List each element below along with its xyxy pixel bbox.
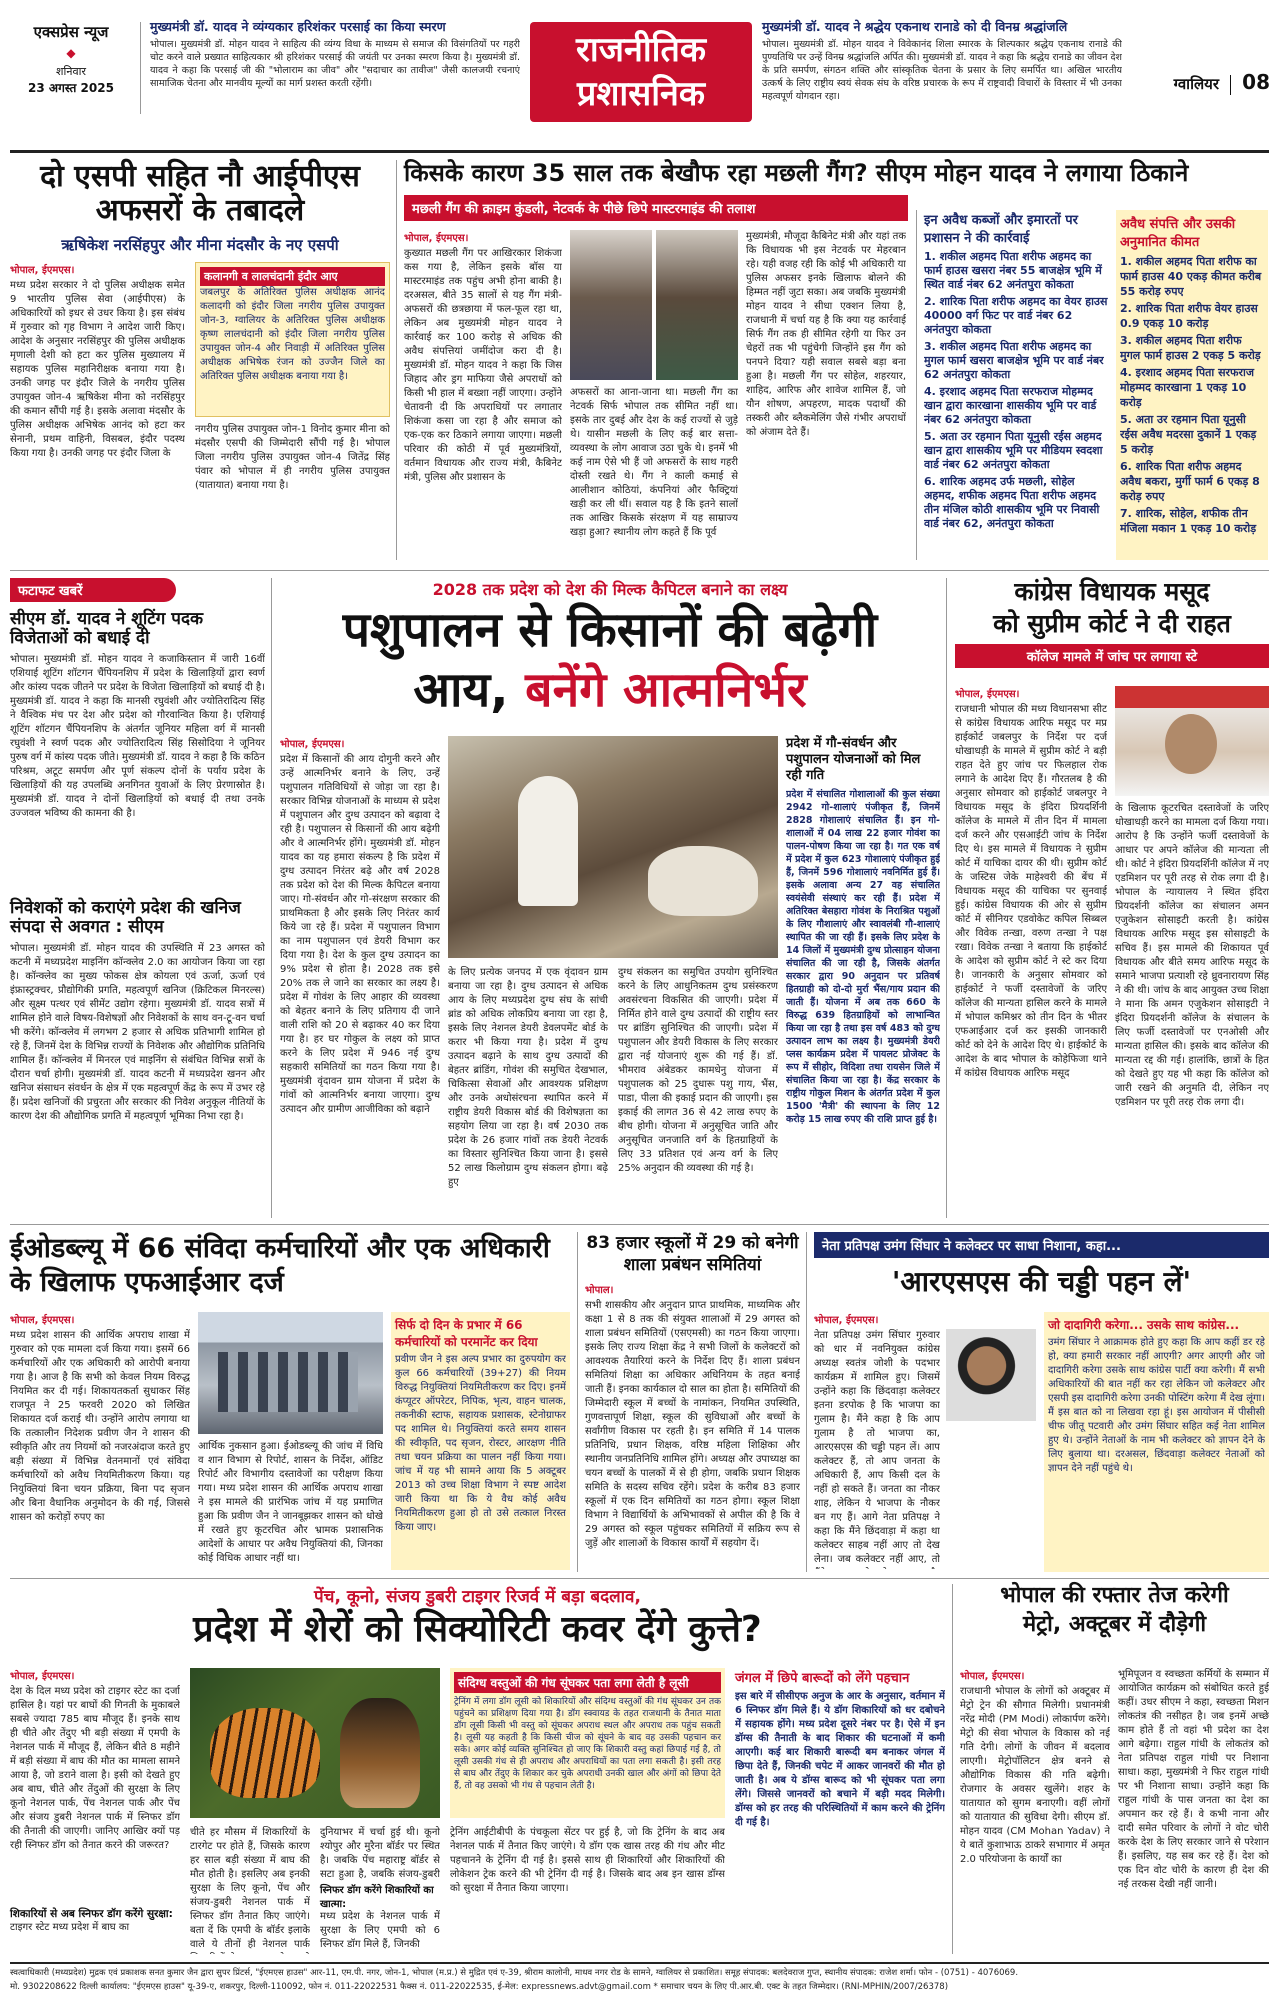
ips-subhead: ऋषिकेश नरसिंहपुर और मीना मंदसौर के नए एसपी [61,236,339,255]
fatafat-item1-text: भोपाल। मुख्यमंत्री डॉ. मोहन यादव ने कजाकिस्तान में जारी 16वीं एशियाई शूटिंग शॉटगन चैंपियनशिप में प्रदेश के खिलाड़ियों द्वारा स्वर्ण और कांस्य पदक जीतने पर प्रदेश के विजेता खिलाड़ियों को बधाई दी है। मुख्यमंत्री डॉ. यादव ने कहा कि मानसी रघुवंशी और ज्योतिरादित्य सिंह ने वैश्विक मंच पर देश और प्रदेश को गौरवान्वित किया है। एशियाई शूटिंग शॉटगन चैंपियनशिप के अंतर्गत जूनियर महिला वर्ग में मानसी रघुवंशी ने स्वर्ण पदक और ज्योतिरादित्य सिंह सिसोदिया ने जूनियर पुरुष वर्ग में कांस्य पदक जीते। मुख्यमंत्री डॉ. यादव ने कहा है कि कठिन परिश्रम, अटूट समर्पण और पूर्ण संकल्प दोनों के पर्याय प्रदेश के खिलाड़ियों की यह उपलब्धि अनगिनत युवाओं के लिए प्रेरणास्रोत है। मुख्यमंत्री डॉ. यादव ने दोनों खिलाड़ियों को बधाई दी तथा उनके उज्जवल भविष्य की कामना की है। [10,654,265,820]
tigers-col1-sub: शिकारियों से अब स्निफर डॉग करेंगे सुरक्षा: [10,1908,173,1920]
ips-box-text: जबलपुर के अतिरिक्त पुलिस अधीक्षक आनंद कलादगी को इंदौर जिला नगरीय पुलिस उपायुक्त जोन-3, ग्वालियर के अतिरिक्त पुलिस अधीक्षक कृष्ण लालचंदानी को इंदौर जिला नगरीय पुलिस उपायुक्त जोन-4 और निवाड़ी में अतिरिक्त पुलिस अधीक्षक अभिषेक रंजन को उज्जैन जिले का अतिरिक्त पुलिस अधीक्षक बनाया गया है। [200,286,385,382]
tigers-side-text: इस बारे में सीसीएफ अनुज के आर के अनुसार, वर्तमान में 6 स्निफर डॉग मिले हैं। ये डॉग शिकारियों को धर दबोचने में सहायक होंगे। मध्य प्रदेश दूसरे नंबर पर है। ऐसे में इन डॉग्स की तैनाती के बाद शिकार की घटनाओं में कमी आएगी। कई बार शिकारी बारूदी बम बनाकर जंगल में छिपा देते हैं, जिनकी चपेट में आकर जानवरों की मौत हो जाती है। अब ये डॉग्स बारूद को भी सूंघकर पता लगा लेंगे। जिससे जानवरों को बचाने में बड़ी मदद मिलेगी। डॉग्स को हर तरह की परिस्थितियों में काम करने की ट्रेनिंग दी गई है। [735,1691,945,1828]
accused-photo-2 [656,230,738,380]
footer-line-1: स्वत्वाधिकारी (मध्यप्रदेश) मुद्रक एवं प्रकाशक सनत कुमार जैन द्वारा सुपर प्रिंटर्स, "ईएमएस हाउस" आर-11, एम.पी. नगर, जोन-1, भोपाल (म.प्र.) से मुद्रित एवं ए-39, श्रीराम कालोनी, माधव नगर रोड के सामने, ग्वालियर से प्रकाशित। समूह संपादक: बलदेवराज गुप्त, स्थानीय संपादक: राजेश शर्मा। फोन - (0751) - 4076069. [10,1968,1019,1978]
metro-col2: भूमिपूजन व स्वच्छता कर्मियों के सम्मान में आयोजित कार्यक्रम को संबोधित करते हुई कहीं। उधर सीएम ने कहा, स्वच्छता मिशन लोकतंत्र की नसीहत है। जब इनमें अच्छे काम होते हैं तो वहां भी प्रदेश का देश आगे बढ़ेगा। राहुल गांधी के लोकतंत्र को नेता प्रतिपक्ष राहुल गांधी पर निशाना साधा। कहा, मुख्यमंत्री ने फिर राहुल गांधी पर भी निशाना साधा। उन्होंने कहा कि राहुल गांधी के पास जनता का देश का अपमान कर रहे हैं। वे कभी नाना और दादी समेत परिवार के लोगों ने वोट चोरी करके देश के लिए सरकार जाने से परेशान हैं। इसलिए, यह सब कर रहे हैं। देश को एक दिन वोट चोरी के कारण ही देश की नई तरकस देखी नहीं जानी। [1118,1669,1269,1890]
masood-photo-face [1165,714,1217,774]
fatafat-item2-title: निवेशकों को कराएंगे प्रदेश की खनिज संपदा से अवगत : सीएम [10,898,241,938]
fatafat-label: फटाफट खबरें [10,578,176,602]
brief-right [762,18,1122,118]
eow-col1: मध्य प्रदेश शासन की आर्थिक अपराध शाखा में गुरुवार को एक मामला दर्ज किया गया। इसमें 66 कर्मचारियों और एक अधिकारी को आरोपी बनाया गया है। आज है कि सभी को केवल नियम विरुद्ध नियमित कर दी गई। शिकायतकर्ता सुधाकर सिंह राजपूत ने 25 फरवरी 2020 को लिखित शिकायत दर्ज कराई थी। उन्होंने आरोप लगाया था कि तत्कालीन निदेशक प्रवीण जैन ने शासन की स्वीकृति और तय नियमों को नजरअंदाज करते हुए बड़ी संख्या में विभिन्न वेतनमानों एवं संविदा कर्मचारियों को अवैध नियमितीकरण किया। यह नियुक्तियां बिना चयन प्रक्रिया, बिना पद सृजन और बिना वैधानिक अनुमोदन के की गई, जिससे शासन को करोड़ों रुपए का [10,1330,190,1523]
dairy-col3: दुग्ध संकलन का समुचित उपयोग सुनिश्चित करने के लिए आधुनिकतम दुग्ध प्रसंस्करण अवसंरचना विकसित की जाएगी। प्रदेश में निर्मित होने वाले दुग्ध उत्पादों की राष्ट्रीय स्तर पर ब्रांडिंग सुनिश्चित की जाएगी। प्रदेश में पशुपालन और डेयरी विकास के लिए सरकार द्वारा नई योजनाएं शुरू की गई हैं। डॉ. भीमराव अंबेडकर कामधेनु योजना में पशुपालक को 25 दुधारू पशु गाय, भैंस, पाडा, पीला की इकाई प्रदान की जाएगी। इस इकाई की लागत 36 से 42 लाख रुपए के बीच होगी। योजना में अनुसूचित जाति और अनुसूचित जनजाति वर्ग के हितग्राहियों के लिए 33 प्रतिशत एवं अन्य वर्ग के लिए 25% अनुदान की व्यवस्था की गई है। [618,967,778,1174]
tigers-col1-tail: टाइगर स्टेट मध्य प्रदेश में बाघ का [10,1922,130,1933]
dairy-dateline: भोपाल, ईएमएस। [280,739,345,750]
list-item: 6. शारिक अहमद उर्फ मछली, सोहेल अहमद, शफीक अहमद पिता शरीफ अहमद तीन मंजिल कोठी शासकीय भूमि पर निवासी वार्ड नंबर 62, अनंतपुरा कोकता [924,475,1100,530]
dairy-story [280,578,940,1218]
section-line1: राजनीतिक [576,30,706,70]
gang-col2: अफसरों का आना-जाना था। मछली गैंग का नेटवर्क सिर्फ भोपाल तक सीमित नहीं था। इसके तार दुबई और देश के कई राज्यों से जुड़े थे। यासीन मछली के लिए कई बार सत्ता-व्यवस्था के लोग आवाज उठा चुके थे। इनमें भी कई नाम ऐसे भी हैं जो अफसरों के साथ गहरी दोस्ती रखते थे। गैंग ने काली कमाई से आलीशान कोठियां, कंपनियां और फैक्ट्रियां खड़ी कर ली थीं। सवाल यह है कि इतने सालों तक आखिर किसके संरक्षण में यह साम्राज्य खड़ा हुआ? स्थानीय लोग कहते हैं कि पूर्व [570,387,738,538]
masood-body-2: के खिलाफ कूटरचित दस्तावेजों के जरिए धोखाधड़ी करने का मामला दर्ज किया गया। आरोप है कि उन्होंने फर्जी दस्तावेजों के आधार पर अपने कॉलेज की मान्यता ली थी। कोर्ट ने इंदिरा प्रियदर्शिनी कॉलेज में नए एडमिशन पर पूरी तरह से रोक लगा दी है। भोपाल के न्यायालय ने स्थित इंदिरा प्रियदर्शनी कॉलेज का संचालन अमन एजुकेशन सोसाइटी करती है। कांग्रेस विधायक आरिफ मसूद इस सोसाइटी के सचिव हैं। इस मामले की शिकायत पूर्व विधायक और बीते समय आरिफ मसूद के समाने भाजपा प्रत्याशी रहे ध्रुवनारायण सिंह ने की थी। जांच के बाद आयुक्त उच्च शिक्षा ने माना कि अमन एजुकेशन सोसाइटी ने इंदिरा प्रियदर्शनी कॉलेज के संचालन के लिए फर्जी दस्तावेजों पर एनओसी और मान्यता हासिल की। इसके बाद कॉलेज की मान्यता रद्द की गई। हालांकि, छात्रों के हित को देखते हुए यह भी कहा कि कॉलेज को जारी रखने की अनुमति दी, लेकिन नए एडमिशन पर पूरी तरह रोक लगा दी। [1115,803,1269,1108]
singhar-photo [946,1329,1036,1421]
tigers-box-title: संदिग्ध वस्तुओं की गंध सूंघकर पता लगा लेती है लूसी [454,1672,721,1693]
brand-ornament-icon: ◆ [66,46,76,60]
fatafat-item2-text: भोपाल। मुख्यमंत्री डॉ. मोहन यादव की उपस्थिति में 23 अगस्त को कटनी में मध्यप्रदेश माइनिंग कॉन्क्लेव 2.0 का आयोजन किया जा रहा है। कॉन्क्लेव का मुख्य फोकस क्षेत्र कोयला एवं ऊर्जा, ऊर्जा एवं इंफ्रास्ट्रक्चर, प्रौद्योगिकी प्रगति, महत्वपूर्ण खनिज (क्रिटिकल मिनरल्स) और सूक्ष्म पत्थर एवं सीमेंट उद्योग रहेगा। मुख्यमंत्री डॉ. यादव सत्रों में शामिल होने वाले विषय-विशेषज्ञों और निवेशकों के साथ वन-टू-वन चर्चा भी करेंगे। कॉन्क्लेव में लगभग 2 हजार से अधिक प्रतिभागी शामिल हो रहे हैं, जिनमें देश के विभिन्न राज्यों के निवेशक और औद्योगिक प्रतिनिधि शामिल हैं। कॉन्क्लेव में मिनरल एवं माइनिंग से संबंधित विभिन्न सत्रों के दौरान चर्चा होगी। मुख्यमंत्री डॉ. यादव कटनी में मध्यप्रदेश खनन और खनिज संसाधन संवर्धन के क्षेत्र में एक महत्वपूर्ण केंद्र के रूप में उभर रहे हैं। प्रदेश खनिजों की प्रचुरता और सरकार की निवेश अनुकूल नीतियों के कारण देश की औद्योगिक प्रगति में महत्वपूर्ण भूमिका निभा रहा है। [10,943,265,1123]
divider [952,1584,953,1954]
list-item: 5. अता उर रहमान पिता यूनुसी रईस अवैध मदरसा दुकानें 1 एकड़ 5 करोड़ [1120,413,1257,456]
list-item: 7. शारिक, सोहेल, शफीक तीन मंजिला मकान 1 एकड़ 10 करोड़ [1120,507,1257,535]
footer-line-2: मो. 9302208622 दिल्ली कार्यालय: "ईएमएस हाउस" यू-39-ए, शकरपुर, दिल्ली-110092, फोन नं. 011-22022531 फैक्स नं. 011-22022535, ई-मेल: expressnews.advt@gmail.com * समाचार चयन के लिए पी.आर.बी. एक्ट के तहत जिम्मेदार। (RNI-MPHIN/2007/26378) [10,1982,949,1992]
eow-box-text: प्रवीण जैन ने इस अल्प प्रभार का दुरुपयोग कर कुल 66 कर्मचारियों (39+27) की नियम विरुद्ध नियुक्तियां नियमितीकरण कर दिए। इनमें कंप्यूटर ऑपरेटर, निपिक, भृत्य, वाहन चालक, तकनीकी स्टाफ, सहायक प्रशासक, स्टेनोग्राफर पद शामिल थे। नियुक्तियां करते समय शासन की स्वीकृति, पद सृजन, रोस्टर, आरक्षण नीति तथा चयन प्रक्रिया का पालन नहीं किया गया। जांच में यह भी सामने आया कि 5 अक्टूबर 2013 को उच्च शिक्षा विभाग ने स्पष्ट आदेश जारी किया था कि ये वैध कोई अवैध नियमितीकरण हुआ हो तो उसे तत्काल निरस्त किया जाए। [395,1354,566,1533]
tigers-headline: प्रदेश में शेरों को सिक्योरिटी कवर देंगे कुत्ते? [193,1609,762,1650]
dairy-headline-2b: बनेंगे आत्मनिर्भर [525,662,807,718]
schools-headline: 83 हजार स्कूलों में 29 को बनेगी शाला प्रबंधन समितियां [586,1233,799,1275]
tigers-col4: ट्रेनिंग आईटीबीपी के पंचकूला सेंटर पर हुई है, जो कि ट्रेनिंग के बाद अब नेशनल पार्क में तैनात किए जाएंगे। ये डॉग एक खास तरह की गंध और मीट पहचानने के ट्रेनिंग दी गई है। इससे साथ ही शिकारियों और शिकारियों की लोकेशन ट्रेक करने की भी ट्रेनिंग दी गई है। जिसके बाद अब इन खास डॉग्स को सुरक्षा में तैनात किया जाएगा। [450,1827,725,1894]
masood-photo [1115,686,1269,796]
tigers-col3-tail: मध्य प्रदेश के नेशनल पार्क में सुरक्षा के लिए एमपी को 6 स्निफर डॉग मिले हैं, जिनकी [320,1911,440,1950]
masood-subhead: कॉलेज मामले में जांच पर लगाया स्टे [955,644,1269,668]
gang-left [404,230,908,560]
ips-body-2: नगरीय पुलिस उपायुक्त जोन-1 विनोद कुमार मीना को मंदसौर एसपी की जिम्मेदारी सौंपी गई है। भोपाल जिला नगरीय पुलिस उपायुक्त जोन-4 जितेंद्र सिंह पंवार को भोपाल में ही नगरीय पुलिस उपायुक्त (यातायात) बनाया गया है। [195,423,390,491]
dairy-headline-2 [280,660,940,720]
tigers-kicker: पेंच, कूनो, संजय डुबरी टाइगर रिजर्व में बड़ा बदलाव, [314,1587,641,1607]
dairy-kicker: 2028 तक प्रदेश को देश की मिल्क कैपिटल बनाने का लक्ष्य [432,580,788,599]
city-name: ग्वालियर [1173,75,1219,93]
ips-headline: दो एसपी सहित नौ आईपीएस अफसरों के तबादले [40,159,360,228]
divider [396,160,397,560]
tigers-dateline: भोपाल, ईएमएस। [10,1671,75,1682]
masood-headline-1: कांग्रेस विधायक मसूद [1014,577,1210,606]
brief-right-title: मुख्यमंत्री डॉ. यादव ने श्रद्धेय एकनाथ रानाडे को दी विनम्र श्रद्धांजलि [762,19,1068,34]
dairy-side-text: प्रदेश में संचालित गोशालाओं की कुल संख्या 2942 गो-शालाएं पंजीकृत हैं, जिनमें 2828 गोशालाएं संचालित हैं। इन गो-शालाओं में 04 लाख 22 हजार गोवंश का पालन-पोषण किया जा रहा है। गत एक वर्ष में प्रदेश में कुल 623 गोशालाएं पंजीकृत हुई हैं, जिनमें 596 गोशालाएं नवनिर्मित हुई हैं। इसके अलावा अन्य 27 वह संचालित स्वयंसेवी संस्थाएं कर रही हैं। प्रदेश में अतिरिक्त बेसहारा गोवंश के निराश्रित पशुओं के लिए गौशालाएं और स्वावलंबी गौ-शालाएं स्थापित की जा रही हैं। इसके लिए प्रदेश के 14 जिलों में मुख्यमंत्री दुग्ध प्रोत्साहन योजना संचालित की जा रही है, जिसके अंतर्गत सरकार द्वारा 90 अनुदान पर प्रतिवर्ष हितग्राही को दो-दो मुर्रा भैंस/गाय प्रदान की जाती हैं। योजना में अब तक 660 के विरुद्ध 639 हितग्राहियों को लाभान्वित किया जा रहा है तथा इस वर्ष 483 को दुग्ध उत्पादन लाभ का लक्ष्य है। मुख्यमंत्री डेयरी प्लस कार्यक्रम प्रदेश में पायलट प्रोजेक्ट के रूप में सीहोर, विदिशा तथा रायसेन जिले में संचालित किया जा रहा है। केंद्र सरकार के राष्ट्रीय गोकुल मिशन के अंतर्गत प्रदेश में कुल 1500 'मैत्री' की स्थापना के लिए 12 करोड़ 15 लाख रुपए की राशि प्राप्त हुई है। [786,789,940,1125]
list-item: 2. शारिक पिता शरीफ वेयर हाउस 0.9 एकड़ 10 करोड़ [1120,302,1258,330]
masthead [0,0,1279,150]
eow-box [391,1312,570,1570]
gang-dateline: भोपाल, ईएमएस। [404,233,469,244]
eow-box-title: सिर्फ दो दिन के प्रभार में 66 कर्मचारियों को परमानेंट कर दिया [395,1318,538,1349]
divider [577,1232,578,1572]
gang-photos [570,230,738,380]
fatafat-item1-title: सीएम डॉ. यादव ने शूटिंग पदक विजेताओं को बधाई दी [10,609,204,649]
singhar-box-title: जो दादागिरी करेगा... उसके साथ कांग्रेस... [1048,1318,1240,1332]
schools-dateline: भोपाल। [585,1285,614,1296]
singhar-box-text: उमंग सिंघार ने आक्रामक होते हुए कहा कि आप कहीं डर रहे हो, क्या हमारी सरकार नहीं आएगी? अगर आएगी और जो दादागिरी करेगा उसके साथ कांग्रेस पार्टी क्या करेगी। मैं सभी अधिकारियों की बात नहीं कर रहा लेकिन जो कलेक्टर और एसपी इस दादागिरी करेगा उनकी पोस्टिंग करेगा मैं देख लूंगा। मैं इस बात को ना लिखवा रहा हूं। इस आयोजन में पीसीसी चीफ जीतू पटवारी और उमंग सिंघार सहित कई नेता शामिल हुए थे। उन्होंने नेताओं के नाम भी कलेक्टर को ज्ञापन देने के लिए बुलाया था। दरअसल, छिंदवाड़ा कलेक्टर नेताओं को ज्ञापन देने नहीं पहुंचे थे। [1048,1337,1265,1474]
eow-story [10,1232,570,1572]
dairy-col1-wrap [280,736,440,1216]
schools-story [585,1232,800,1572]
metro-col1: राजधानी भोपाल के लोगों को अक्टूबर में मेट्रो ट्रेन की सौगात मिलेगी। प्रधानमंत्री नरेंद्र मोदी (PM Modi) लोकार्पण करेंगे। मेट्रो की सेवा भोपाल के विकास को नई गति देगी। लोगों के जीवन में बदलाव लाएगी। मेट्रोपॉलिटन क्षेत्र बनने से औद्योगिक विकास की गति बढ़ेगी। रोजगार के अवसर खुलेंगे। शहर के यातायात को सुगम बनाएगी। वहीं लोगों को यातायात की सुविधा देगी। सीएम डॉ. मोहन यादव (CM Mohan Yadav) ने ये बातें कुशाभाऊ ठाकरे सभागार में अमृत 2.0 परियोजना के कार्यों का [960,1686,1110,1865]
eow-dateline: भोपाल, ईएमएस। [10,1315,75,1326]
metro-dateline: भोपाल, ईएमएस। [960,1671,1025,1682]
tigers-box-text: ट्रेनिंग में लगा डॉग लूसी को शिकारियों और संदिग्ध वस्तुओं की गंध सूंघकर उन तक पहुंचने का प्रशिक्षण दिया गया है। डॉग स्क्वायड के तहत राजधानी के तैनात माता डॉग लूसी किसी भी वस्तु को सूंघकर अपराध स्थल और अपराध तक पहुंच सकती है। लूसी यह कहती है कि किसी चीज को सूंघने के बाद वह उसकी पहचान कर सके। अगर कोई व्यक्ति सुनिश्चित हो जाए कि शिकारी वस्तु कहां छिपाई गई है, तो लूसी उसकी गंध से ही अपराध और अपराधियों का पता लगा सकती है। इसी तरह से बाघ और तेंदुए के शिकार कर चुके अपराधी उनकी खाल और अंगों को छिपा देते हैं, तो वह उसको भी गंध से पहचान लेती है। [454,1697,721,1791]
tigers-sidebar [735,1668,945,1954]
singhar-headline: 'आरएसएस की चड्डी पहन लें' [891,1265,1192,1298]
schools-body: सभी शासकीय और अनुदान प्राप्त प्राथमिक, माध्यमिक और कक्षा 1 से 8 तक की संयुक्त शालाओं में 29 अगस्त को शाला प्रबंधन समितियों (एसएमसी) का गठन किया जाएगा। इसके लिए राज्य शिक्षा केंद्र ने सभी जिलों के कलेक्टरों को आवश्यक तैयारियां करने के निर्देश दिए हैं। शाला प्रबंधन समितियां शिक्षा का अधिकार अधिनियम के तहत बनाई जाती हैं। इनका कार्यकाल दो साल का होता है। समितियों की जिम्मेदारी स्कूल में बच्चों के नामांकन, नियमित उपस्थिति, गुणवत्तापूर्ण शिक्षा, स्कूल की सुविधाओं और बच्चों के सर्वांगीण विकास पर रहती है। इन समिति में 14 पालक प्रतिनिधि, प्रधान शिक्षक, वरिष्ठ महिला शिक्षिका और स्थानीय जनप्रतिनिधि शामिल होंगे। अध्यक्ष और उपाध्यक्ष का चयन बच्चों के पालकों में से ही होगा, जबकि प्रधान शिक्षक समिति के सदस्य सचिव रहेंगे। प्रदेश के करीब 83 हजार स्कूलों में एक दिन समितियों का गठन होगा। स्कूल शिक्षा विभाग ने विद्यार्थियों के अभिभावकों से अपील की है कि वे 29 अगस्त को स्कूल पहुंचकर समितियों में सक्रिय रूप से जुड़ें और शालाओं के विकास कार्यों में सहयोग दें। [585,1300,800,1549]
cattle-photo-shape [648,846,758,916]
person-photo-shape [518,776,578,906]
gang-values-title: अवैध संपत्ति और उसकी अनुमानित कीमत [1120,217,1236,250]
tigers-col3-sub: स्निफर डॉग करेंगे शिकारियों का खात्मा: [320,1885,434,1910]
gang-actions-title: इन अवैध कब्जों और इमारतों पर प्रशासन ने की कार्रवाई [924,213,1078,246]
gang-actions-list [924,250,1109,560]
footer-rule [10,1962,1269,1964]
list-item: 1. शकील अहमद पिता शरीफ अहमद का फार्म हाउस खसरा नंबर 55 बाजक्षेत्र भूमि में स्थित वार्ड नंबर 62 अनंतपुरा कोकता [924,250,1102,291]
masood-body: राजधानी भोपाल की मध्य विधानसभा सीट से कांग्रेस विधायक आरिफ मसूद पर मप्र हाईकोर्ट जबलपुर के निर्देश पर दर्ज धोखाधड़ी के मामले में सुप्रीम कोर्ट ने बड़ी राहत देते हुए जांच पर फिलहाल रोक लगाने के आदेश दिए हैं। गौरतलब है की अनुसार सोमवार को हाईकोर्ट जबलपुर ने विधायक मसूद के इंदिरा प्रियदर्शिनी कॉलेज के मामले में तीन दिन में मामला दर्ज करने और एसआईटी जांच के निर्देश दिए थे। इस मामले में विधायक ने सुप्रीम कोर्ट में याचिका दायर की थी। सुप्रीम कोर्ट के जस्टिस जेके माहेश्वरी की बेंच में विधायक मसूद की याचिका पर सुनवाई हुई। कांग्रेस विधायक की ओर से सुप्रीम कोर्ट में सीनियर एडवोकेट कपिल सिब्बल और विवेक तन्खा, वरुण तन्खा ने पक्ष रखा। विवेक तन्खा ने बताया कि हाईकोर्ट के आदेश को सुप्रीम कोर्ट ने स्टे कर दिया है। जानकारी के अनुसार सोमवार को हाईकोर्ट ने फर्जी दस्तावेजों के जरिए कॉलेज की मान्यता हासिल करने के मामले में भोपाल कमिश्नर को तीन दिन के भीतर एफआईआर दर्ज कर इसकी जानकारी कोर्ट को देने के आदेश दिए थे। हाईकोर्ट के आदेश के बाद भोपाल के कोहेफिजा थाने में कांग्रेस विधायक आरिफ मसूद [955,704,1107,1079]
tigers-col2: चीते हर मौसम में शिकारियों के टारगेट पर होते हैं, जिसके कारण हर साल बड़ी संख्या में बाघ की मौत होती है। इसलिए अब इनकी सुरक्षा के लिए कूनो, पेंच और संजय-डुबरी नेशनल पार्क में स्निफर डॉग तैनात किए जाएंगे। बता दें कि एमपी के बॉर्डर इलाके वाले ये तीनों ही नेशनल पार्क [190,1827,310,1950]
footer [10,1966,1269,2004]
gang-actions [924,210,1109,560]
dairy-col2: के लिए प्रत्येक जनपद में एक वृंदावन ग्राम बनाया जा रहा है। दुग्ध उत्पादन से अधिक आय के लिए मध्यप्रदेश दुग्ध संघ के सांची ब्रांड को अधिक लोकप्रिय बनाया जा रहा है, इसके लिए नेशनल डेयरी डेवलपमेंट बोर्ड के करार भी किया गया है। प्रदेश में दुग्ध उत्पादन बढ़ाने के साथ दुग्ध उत्पादों की बेहतर ब्रांडिंग, गोवंश की समुचित देखभाल, चिकित्सा सेवाओं और आवश्यक प्रशिक्षण और उनके अधोसंरचना स्थापित करने में राष्ट्रीय डेयरी विकास बोर्ड की विशेषज्ञता का सहयोग लिया जा रहा है। वर्ष 2030 तक प्रदेश के 26 हजार गांवों तक डेयरी नेटवर्क का विस्तार सुनिश्चित किया जाना है। इससे 52 लाख किलोग्राम दुग्ध संकलन होगा। बढ़े हुए [448,967,608,1188]
masood-col1-wrap [955,686,1107,1218]
ips-box [195,262,390,417]
dairy-headline-2a: आय, [413,662,526,718]
divider [806,1232,807,1572]
ips-story [10,160,390,560]
accused-photo-1 [570,230,652,380]
tigers-col1: देश के दिल मध्य प्रदेश को टाइगर स्टेट का दर्जा हासिल है। यहां पर बाघों की गिनती के मुकाबले सबसे ज्यादा 785 बाघ मौजूद हैं। इनके साथ ही चीते और तेंदुए भी बड़ी संख्या में एमपी के नेशनल पार्क में मौजूद हैं, लेकिन बीते 8 महीने में बड़ी संख्या में बाघ की मौत का मामला सामने आया है, जो डराने वाला है। इसी को देखते हुए अब बाघ, चीते और तेंदुओं की सुरक्षा के लिए कूनो नेशनल पार्क, पेंच नेशनल पार्क और पेंच और संजय डुबरी नेशनल पार्क में स्निफर डॉग की तैनाती की जाएगी। जानिए आखिर क्यों पड़ रही स्निफर डॉग को तैनात करने की जरूरत? [10,1686,180,1851]
list-item: 3. शकील अहमद पिता शरीफ मुगल फार्म हाउस 2 एकड़ 5 करोड़ [1120,334,1261,362]
gang-col3: मुख्यमंत्री, मौजूदा कैबिनेट मंत्री और यहां तक कि विधायक भी इस नेटवर्क पर मेहरबान रहे। यही वजह रही कि कोई भी अधिकारी या पुलिस अफसर इनके खिलाफ बोलने की हिम्मत नहीं जुटा सका। अब जबकि मुख्यमंत्री मोहन यादव ने सीधा एक्शन लिया है, राजधानी में चर्चा यह है कि क्या यह कार्रवाई सिर्फ गैंग तक ही सीमित रहेगी या फिर उन चेहरों तक भी पहुंचेगी जिन्होंने इस गैंग को पनपने दिया? यही सवाल सबसे बड़ा बना हुआ है। मछली गैंग पर सोहेल, शहरयार, शाहिद, आरिफ और शावेज शामिल हैं, जो यौन शोषण, अपहरण, मादक पदार्थों की तस्करी और ब्लैकमेलिंग जैसे गंभीर अपराधों को अंजाम देते हैं। [746,231,906,438]
divider [140,22,141,114]
singhar-story [814,1232,1269,1572]
metro-headline-2: मेट्रो, अक्टूबर में दौड़ेगी [1022,1611,1207,1637]
gang-values-list [1120,254,1264,550]
tigers-box [450,1668,725,1818]
tigers-col3-wrap [320,1826,440,1954]
singhar-body: नेता प्रतिपक्ष उमंग सिंघार गुरुवार को धार में नवनियुक्त कांग्रेस अध्यक्ष स्वतंत्र जोशी के पदभार कार्यक्रम में शामिल हुए। जिसमें उन्होंने कहा कि छिंदवाड़ा कलेक्टर इतना डरपोक है कि भाजपा का गुलाम है। मैंने कहा है कि आप गुलाम है तो भाजपा का, आरएसएस की चड्डी पहन लें। आप कलेक्टर हैं, तो आप जनता के अधिकारी हैं, आप किसी दल के नहीं हो सकते हैं। जनता का नौकर शाह, लेकिन ये भाजपा के नौकर बन गए हैं। आगे नेता प्रतिपक्ष ने कहा कि मैंने छिंदवाड़ा में कहा था कलेक्टर साहब नहीं आए तो देख लेना। जब कलेक्टर नहीं आए, तो [814,1330,940,1565]
ips-body: मध्य प्रदेश सरकार ने दो पुलिस अधीक्षक समेत 9 भारतीय पुलिस सेवा (आईपीएस) के अधिकारियों को इधर से उधर किया है। इस संबंध में गुरुवार को गृह विभाग ने आदेश जारी किए। आदेश के अनुसार नरसिंहपुर की पुलिस अधीक्षक मृणाली देशी को हटा कर पुलिस मुख्यालय में सहायक पुलिस महानिरीक्षक बनाया गया है। उनकी जगह पर इंदौर जिले के नगरीय पुलिस उपायुक्त जोन-4 ऋषिकेश मीना को नरसिंहपुर की कमान सौंपी गई है। इसके अलावा मंदसौर के पुलिस अधीक्षक अभिषेक आनंद को हटा कर सेनानी, प्रथम वाहिनी, विसबल, इंदौर पदस्थ किया गया है। उनकी जगह पर इंदौर जिला के [10,279,185,459]
tigers-side-title: जंगल में छिपे बारूदों को लेंगे पहचान [735,1671,910,1686]
singhar-dateline: भोपाल, ईएमएस। [814,1315,879,1326]
section-rule [10,1578,1269,1579]
tigers-col1-wrap [10,1668,180,1954]
brief-right-text: भोपाल। मुख्यमंत्री डॉ. मोहन यादव ने विवेकानंद शिला स्मारक के शिल्पकार श्रद्धेय एकनाथ रानाडे की पुण्यतिथि पर उन्हें विनम्र श्रद्धांजलि अर्पित की। मुख्यमंत्री डॉ. यादव ने कहा कि श्रद्धेय रानाडे का जीवन देश के प्रति समर्पण, संगठन शक्ति और सांस्कृतिक चेतना के प्रसार के लिए समर्पित था। अखिल भारतीय उत्कर्ष के लिए राष्ट्रीय स्वयं सेवक संघ के वरिष्ठ प्रचारक के रूप में राष्ट्रवादी विचारों के विस्तार में भी उनका महत्वपूर्ण योगदान रहा। [762,39,1122,102]
metro-story [960,1584,1269,1954]
tigers-story [10,1584,945,1954]
fatafat-column [10,578,265,1218]
singhar-kicker: नेता प्रतिपक्ष उमंग सिंघार ने कलेक्टर पर साधा निशाना, कहा... [814,1232,1269,1258]
brief-left-text: भोपाल। मुख्यमंत्री डॉ. मोहन यादव ने साहित्य की व्यंग्य विधा के माध्यम से समाज की विसंगतियों पर गहरी चोट करने वाले प्रख्यात साहित्यकार श्री हरिशंकर परसाई की जयंती पर उनका स्मरण किया है। मुख्यमंत्री डॉ. यादव ने कहा कि परसाई जी की "भोलाराम का जीव" और "सदाचार का तावीज" जैसी कालजयी रचनाएं सामाजिक चेतना और मानवीय मूल्यों का मार्ग प्रशस्त करती रहेंगी। [150,39,520,89]
list-item: 5. अता उर रहमान पिता यूनुसी रईस अहमद खान द्वारा शासकीय भूमि पर मीडियम स्वदशा वार्ड नंबर 62 अनंतपुरा कोकता [924,430,1103,471]
divider [946,578,947,1218]
issue-date: 23 अगस्त 2025 [28,81,114,95]
dairy-col1: प्रदेश में किसानों की आय दोगुनी करने और उन्हें आत्मनिर्भर बनाने के लिए, उन्हें पशुपालन गतिविधियों से जोड़ा जा रहा है। सरकार विभिन्न योजनाओं के माध्यम से प्रदेश में पशुपालन और दुग्ध उत्पादन को बढ़ावा दे रही है। पशुपालन से किसानों की आय बढ़ेगी और वे आत्मनिर्भर होंगे। मुख्यमंत्री डॉ. मोहन यादव का यह हमारा संकल्प है कि प्रदेश में दुग्ध उत्पादन निरंतर बढ़े और वर्ष 2028 तक प्रदेश को देश की मिल्क कैपिटल बनाया जाए। गो-संवर्धन और गो-संरक्षण सरकार की प्राथमिकता है और इसके लिए निरंतर कार्य किये जा रहे हैं। प्रदेश में पशुपालन विभाग का नाम पशुपालन एवं डेयरी विभाग कर दिया गया है। देश के कुल दुग्ध उत्पादन का 9% प्रदेश से होता है। 2028 तक इसे 20% तक ले जाने का सरकार का लक्ष्य है। प्रदेश में गोवंश के लिए आहार की व्यवस्था को बेहतर बनाने के लिए प्रतिगाय दी जाने वाली राशि को 20 से बढ़ाकर 40 कर दिया गया है। हर घर गोकुल के लक्ष्य को प्राप्त करने के लिए प्रदेश में 946 नई दुग्ध सहकारी समितियों का गठन किया गया है। मुख्यमंत्री वृंदावन ग्राम योजना में प्रदेश के गांवों को आत्मनिर्भर बनाया जाएगा। दुग्ध उत्पादन और ग्रामीण आजीविका को बढ़ाने [280,754,440,1115]
list-item: 1. शकील अहमद पिता शरीफ का फार्म हाउस 40 एकड़ कीमत करीब 55 करोड़ रुपए [1120,255,1262,298]
metro-headline-1: भोपाल की रफ्तार तेज करेगी [1000,1583,1229,1608]
gang-story [404,160,1270,565]
divider [271,578,272,1218]
eow-building-windows [218,1352,358,1412]
issue-day: शनिवार [56,65,86,78]
brand-box [10,22,132,114]
list-item: 4. इरशाद अहमद पिता सरफराज मोहम्मद खान द्वारा कारखाना शासकीय भूमि पर वार्ड नंबर 62 अनंतपुरा कोकता [924,385,1097,426]
masood-headline-2: को सुप्रीम कोर्ट ने दी राहत [993,609,1231,638]
singhar-left [814,1312,1036,1572]
gang-values [1116,210,1268,560]
singhar-box [1044,1312,1269,1572]
dairy-sidebar [786,736,940,1216]
eow-col1-wrap [10,1312,190,1570]
masood-story [955,578,1269,1218]
list-item: 6. शारिक पिता शरीफ अहमद अवैध बकरा, मुर्गी फार्म 6 एकड़ 8 करोड़ रुपए [1120,460,1260,503]
gang-subhead: मछली गैंग की क्राइम कुंडली, नेटवर्क के पीछे छिपे मास्टरमाइंड की तलाश [404,195,908,221]
tiger-photo [190,1668,440,1818]
metro-col1-wrap [960,1668,1110,1954]
tigers-col3: दुनियाभर में चर्चा हुई थी। कूनो श्योपुर और मुरैना बॉर्डर पर स्थित है। जबकि पेंच महाराष्ट्र बॉर्डर से सटा हुआ है, जबकि संजय-डुबरी [320,1827,440,1880]
section-label [530,22,752,122]
cattle-photo [448,736,778,958]
dog-shape [340,1698,420,1808]
brief-left [150,18,520,118]
gang-headline: किसके कारण 35 साल तक बेखौफ रहा मछली गैंग? सीएम मोहन यादव ने लगाया ठिकाने [404,159,1189,187]
page-number: 08 [1242,70,1270,94]
brief-left-title: मुख्यमंत्री डॉ. यादव ने व्यंग्यकार हरिशंकर परसाई का किया स्मरण [150,19,446,34]
list-item: 4. इरशाद अहमद पिता सरफराज मोहम्मद कारखाना 1 एकड़ 10 करोड़ [1120,366,1255,409]
list-item: 3. शकील अहमद पिता शरीफ अहमद का मुगल फार्म खसरा बाजक्षेत्र भूमि पर वार्ड नंबर 62 अनंतपुरा कोकता [924,340,1104,381]
masthead-rule [10,150,1269,153]
brand-name: एक्सप्रेस न्यूज [33,23,109,41]
ips-dateline: भोपाल, ईएमएस। [10,264,75,276]
tiger-shape [210,1708,320,1798]
divider [916,210,917,560]
eow-headline: ईओडब्ल्यू में 66 संविदा कर्मचारियों और एक अधिकारी के खिलाफ एफआईआर दर्ज [10,1233,550,1298]
section-rule [10,1224,1269,1225]
section-rule [10,570,1269,571]
page-marker [1130,70,1270,100]
gang-col1: कुख्यात मछली गैंग पर आखिरकार शिकंजा कस गया है, लेकिन इसके बॉस या मास्टरमाइंड तक पहुंच अभी होना बाकी है। दरअसल, बीते 35 सालों से यह गैंग मंत्री-अफसरों की छत्रछाया में फल-फूल रहा था, लेकिन अब मुख्यमंत्री मोहन यादव ने कार्रवाई कर 100 करोड़ से अधिक की अवैध संपत्तियां जमींदोज करा दी है। मुख्यमंत्री डॉ. मोहन यादव ने कहा कि जिस जिहाद और ड्रग माफिया जैसे अपराधों को किसी भी हाल में बख्शा नहीं जाएगा। उन्होंने चेतावनी दी कि अपराधियों पर लगातार शिकंजा कसा जा रहा है और समाज को एक-एक कर ठिकाने लगाया जाएगा। मछली परिवार की कोठी में पूर्व मुख्यमंत्रियों, वर्तमान विधायक और राज्य मंत्री, कैबिनेट मंत्री, पुलिस और प्रशासन के [404,248,562,483]
eow-col2: आर्थिक नुकसान हुआ। ईओडब्ल्यू की जांच में विधि व शान विभाग से रिपोर्ट, शासन के निर्देश, ऑडिट रिपोर्ट और विभागीय दस्तावेजों का परीक्षण किया गया। मध्य प्रदेश शासन की आर्थिक अपराध शाखा ने इस मामले की प्रारंभिक जांच में यह प्रमाणित हुआ कि प्रवीण जैन ने जानबूझकर शासन को धोखे में रखते हुए कूटरचित और भ्रामक प्रशासनिक आदेशों के आधार पर अवैध नियुक्तियां की, जिनका कोई विधिक आधार नहीं था। [198,1441,383,1564]
ips-box-title: कलानगी व लालचंदानी इंदौर आए [200,267,385,286]
list-item: 2. शारिक पिता शरीफ अहमद का वेयर हाउस 40000 वर्ग फिट पर वार्ड नंबर 62 अनंतपुरा कोकता [924,295,1108,336]
dairy-headline-1: पशुपालन से किसानों की बढ़ेगी [342,602,878,658]
section-line2: प्रशासनिक [576,74,706,114]
masood-dateline: भोपाल, ईएमएस। [955,689,1020,700]
eow-building-photo [198,1312,383,1434]
dairy-side-title: प्रदेश में गौ-संवर्धन और पशुपालन योजनाओं को मिल रही गति [786,736,921,783]
